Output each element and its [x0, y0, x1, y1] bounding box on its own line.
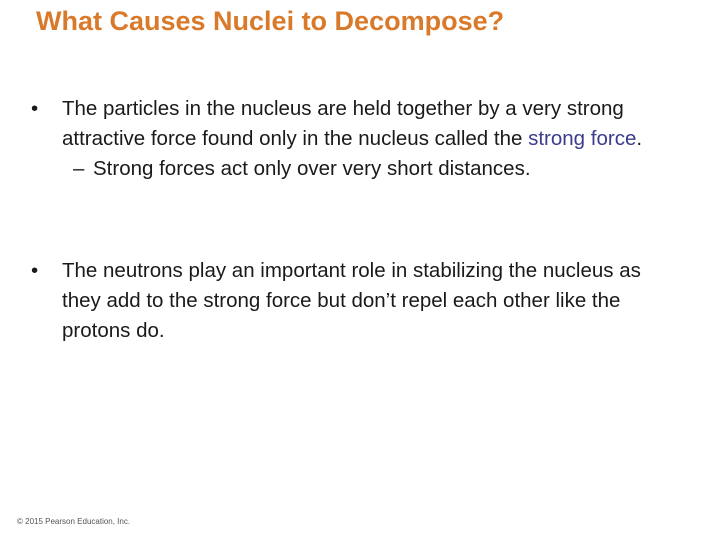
sub-bullet-marker: – — [73, 157, 85, 180]
strong-force-term: strong force — [528, 127, 637, 150]
bullet-text: The neutrons play an important role in stabilizing the nucleus as they add to the strong force but don’t repel each other like the protons do. — [62, 259, 641, 342]
bullet-text-part: The particles in the nucleus are held together by a very strong attractive force found only in the nucleus called the — [62, 97, 624, 150]
bullet-item — [31, 94, 671, 184]
bullet-marker: • — [31, 97, 39, 120]
sub-bullet-item — [73, 154, 671, 184]
bullet-marker: • — [31, 259, 39, 282]
bullet-text — [62, 94, 671, 154]
sub-bullet-text: Strong forces act only over very short distances. — [93, 157, 531, 180]
slide-title: What Causes Nuclei to Decompose? — [36, 6, 505, 36]
bullet-item — [31, 256, 671, 346]
bullet-text-end: . — [636, 127, 643, 150]
copyright-notice: © 2015 Pearson Education, Inc. — [17, 517, 131, 526]
